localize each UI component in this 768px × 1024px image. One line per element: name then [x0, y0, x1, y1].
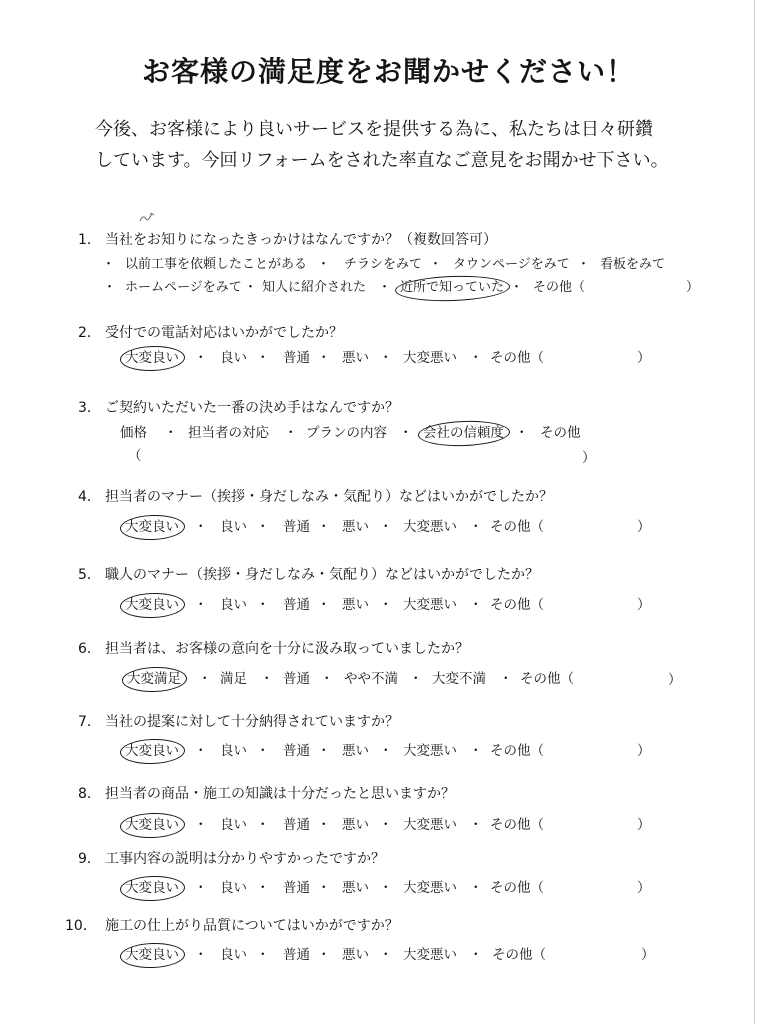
separator: ・ [198, 671, 212, 687]
separator: ・ [194, 519, 208, 535]
page-title: お客様の満足度をお聞かせください！ [142, 55, 636, 88]
question-number: 4． [78, 489, 101, 505]
option-very-bad: 大変悪い [403, 880, 457, 896]
question-number: 8． [78, 786, 101, 802]
option-very-bad: 大変悪い [403, 519, 457, 535]
question-text: 担当者のマナー（挨拶・身だしなみ・気配り）などはいかがでしたか？ [105, 489, 553, 505]
question-number: 5． [78, 567, 101, 583]
option-good: 良い [220, 597, 247, 613]
option-signboard: 看板をみて [600, 257, 666, 272]
separator: ・ [469, 817, 483, 833]
option-average: 普通 [283, 671, 310, 687]
option-bad: 悪い [342, 947, 369, 963]
separator: ・ [469, 880, 483, 896]
separator: ・ [317, 743, 331, 759]
question-text: 当社をお知りになったきっかけはなんですか？（複数回答可） [105, 232, 497, 248]
other-open-paren: （ [128, 448, 142, 464]
question-6 [0, 640, 768, 658]
option-very-bad: 大変悪い [403, 947, 457, 963]
separator: ・ [469, 947, 483, 963]
separator: ・ [429, 257, 443, 272]
separator: ・ [194, 743, 208, 759]
option-average: 普通 [283, 817, 310, 833]
separator: ・ [510, 280, 524, 295]
separator: ・ [102, 257, 116, 272]
separator: ・ [320, 671, 334, 687]
separator: ・ [256, 947, 270, 963]
answer-options-1-line-2 [0, 279, 768, 297]
option-other: その他（ [490, 597, 544, 613]
separator: ・ [194, 597, 208, 613]
option-very-good: 大変良い [125, 519, 179, 535]
intro-line-2: しています。今回リフォームをされた率直なご意見をお聞かせ下さい。 [95, 150, 669, 171]
separator: ・ [164, 425, 178, 441]
option-very-good: 大変良い [125, 743, 179, 759]
option-average: 普通 [283, 350, 310, 366]
option-somewhat-dissatisfied: やや不満 [344, 671, 398, 687]
separator: ・ [317, 947, 331, 963]
option-very-bad: 大変悪い [403, 350, 457, 366]
other-close-paren: ） [637, 880, 651, 896]
other-close-paren: ） [668, 672, 682, 688]
other-close-paren: ） [637, 597, 651, 613]
option-bad: 悪い [342, 597, 369, 613]
separator: ・ [103, 280, 117, 295]
question-2 [0, 324, 768, 342]
option-very-bad: 大変悪い [403, 743, 457, 759]
separator: ・ [469, 597, 483, 613]
option-very-satisfied: 大変満足 [127, 671, 181, 687]
option-other: その他（ [490, 743, 544, 759]
separator: ・ [256, 597, 270, 613]
separator: ・ [379, 350, 393, 366]
answer-options-8 [0, 816, 768, 834]
question-text: ご契約いただいた一番の決め手はなんですか？ [105, 400, 399, 416]
answer-options-5 [0, 596, 768, 614]
question-9 [0, 850, 768, 868]
other-answer-blank-3 [0, 447, 768, 465]
option-good: 良い [220, 743, 247, 759]
separator: ・ [256, 817, 270, 833]
option-other: その他（ [533, 280, 586, 295]
separator: ・ [469, 350, 483, 366]
separator: ・ [379, 597, 393, 613]
separator: ・ [256, 743, 270, 759]
answer-options-4 [0, 518, 768, 536]
separator: ・ [244, 280, 258, 295]
option-very-good: 大変良い [125, 597, 179, 613]
option-price: 価格 [120, 425, 147, 441]
option-bad: 悪い [342, 519, 369, 535]
separator: ・ [469, 519, 483, 535]
question-1 [0, 231, 768, 249]
other-close-paren: ） [686, 280, 700, 295]
question-7 [0, 713, 768, 731]
separator: ・ [399, 425, 413, 441]
option-other: その他（ [520, 671, 574, 687]
separator: ・ [317, 597, 331, 613]
option-staff-response: 担当者の対応 [188, 425, 269, 441]
option-bad: 悪い [342, 880, 369, 896]
question-text: 担当者の商品・施工の知識は十分だったと思いますか？ [105, 786, 455, 802]
option-other: その他（ [490, 880, 544, 896]
option-bad: 悪い [342, 817, 369, 833]
option-very-good: 大変良い [125, 880, 179, 896]
separator: ・ [256, 880, 270, 896]
option-good: 良い [220, 880, 247, 896]
question-text: 受付での電話対応はいかがでしたか？ [105, 325, 343, 341]
option-good: 良い [220, 947, 247, 963]
option-other: その他（ [490, 350, 544, 366]
option-flyer: チラシをみて [344, 257, 423, 272]
option-bad: 悪い [342, 743, 369, 759]
option-very-good: 大変良い [125, 947, 179, 963]
option-company-trust: 会社の信頼度 [423, 425, 504, 441]
separator: ・ [317, 519, 331, 535]
question-number: 10． [65, 918, 97, 934]
other-close-paren: ） [641, 947, 655, 963]
option-average: 普通 [283, 880, 310, 896]
intro-line-1: 今後、お客様により良いサービスを提供する為に、私たちは日々研鑽 [95, 119, 653, 140]
question-number: 6． [78, 641, 101, 657]
separator: ・ [379, 743, 393, 759]
separator: ・ [577, 257, 591, 272]
separator: ・ [317, 350, 331, 366]
option-other: その他（ [492, 947, 546, 963]
question-number: 7． [78, 714, 101, 730]
option-very-dissatisfied: 大変不満 [432, 671, 486, 687]
question-5 [0, 566, 768, 584]
option-average: 普通 [283, 743, 310, 759]
separator: ・ [379, 519, 393, 535]
question-text: 当社の提案に対して十分納得されていますか？ [105, 714, 399, 730]
question-number: 3． [78, 400, 101, 416]
question-number: 1． [78, 232, 101, 248]
option-average: 普通 [283, 519, 310, 535]
separator: ・ [515, 425, 529, 441]
other-close-paren: ） [637, 743, 651, 759]
question-text: 工事内容の説明は分かりやすかったですか？ [105, 851, 385, 867]
option-plan-content: プランの内容 [306, 425, 387, 441]
answer-options-2 [0, 349, 768, 367]
other-close-paren: ） [582, 450, 596, 466]
option-very-bad: 大変悪い [403, 817, 457, 833]
question-number: 9． [78, 851, 101, 867]
option-very-bad: 大変悪い [403, 597, 457, 613]
separator: ・ [256, 519, 270, 535]
separator: ・ [260, 671, 274, 687]
answer-options-10 [0, 946, 768, 964]
question-text: 職人のマナー（挨拶・身だしなみ・気配り）などはいかがでしたか？ [105, 567, 539, 583]
separator: ・ [194, 947, 208, 963]
separator: ・ [499, 671, 513, 687]
answer-options-1-line-1 [0, 256, 768, 274]
option-other: その他（ [490, 519, 544, 535]
scan-edge-line [754, 0, 755, 1024]
answer-options-9 [0, 879, 768, 897]
separator: ・ [379, 947, 393, 963]
separator: ・ [469, 743, 483, 759]
option-town-page: タウンページをみて [453, 257, 570, 272]
option-very-good: 大変良い [125, 817, 179, 833]
question-10 [0, 917, 768, 935]
option-other: その他 [540, 425, 581, 441]
question-text: 施工の仕上がり品質についてはいかがですか？ [105, 918, 399, 934]
question-number: 2． [78, 325, 101, 341]
question-text: 担当者は、お客様の意向を十分に汲み取っていましたか？ [105, 641, 469, 657]
answer-options-6 [0, 670, 768, 688]
option-satisfied: 満足 [220, 671, 247, 687]
separator: ・ [409, 671, 423, 687]
option-neighborhood: 近所で知っていた [400, 280, 505, 295]
separator: ・ [378, 280, 392, 295]
separator: ・ [194, 880, 208, 896]
separator: ・ [256, 350, 270, 366]
separator: ・ [317, 257, 331, 272]
separator: ・ [379, 817, 393, 833]
separator: ・ [194, 350, 208, 366]
option-very-good: 大変良い [125, 350, 179, 366]
separator: ・ [317, 817, 331, 833]
option-average: 普通 [283, 947, 310, 963]
option-good: 良い [220, 817, 247, 833]
separator: ・ [284, 425, 298, 441]
option-other: その他（ [490, 817, 544, 833]
other-close-paren: ） [637, 519, 651, 535]
separator: ・ [194, 817, 208, 833]
question-3 [0, 399, 768, 417]
option-good: 良い [220, 519, 247, 535]
option-previous-work: 以前工事を依頼したことがある [125, 257, 308, 272]
question-8 [0, 785, 768, 803]
option-referral: 知人に紹介された [262, 280, 367, 295]
other-close-paren: ） [637, 817, 651, 833]
option-bad: 悪い [342, 350, 369, 366]
option-good: 良い [220, 350, 247, 366]
other-close-paren: ） [637, 350, 651, 366]
answer-options-7 [0, 742, 768, 760]
answer-options-3 [0, 424, 768, 442]
question-4 [0, 488, 768, 506]
option-average: 普通 [283, 597, 310, 613]
pen-scribble-mark [138, 211, 158, 225]
separator: ・ [317, 880, 331, 896]
separator: ・ [379, 880, 393, 896]
option-homepage: ホームページをみて [125, 280, 242, 295]
